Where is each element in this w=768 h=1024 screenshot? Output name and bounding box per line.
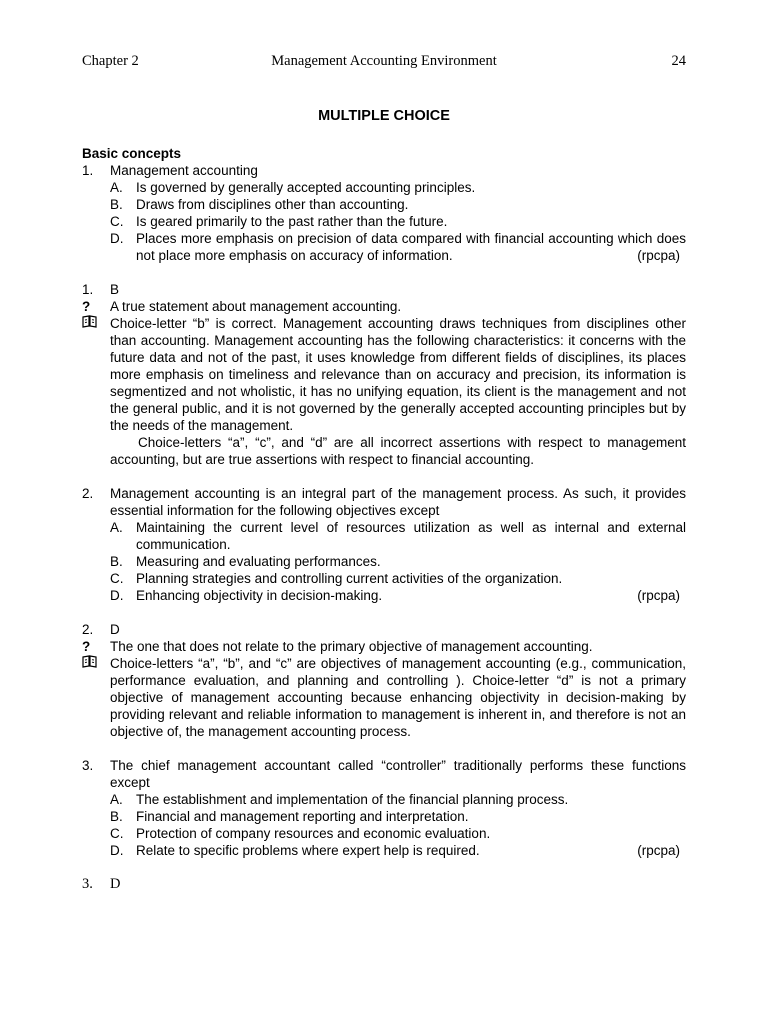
answer-3 xyxy=(82,876,686,893)
book-icon xyxy=(82,655,110,672)
section-heading: Basic concepts xyxy=(82,146,182,161)
answer-letter: B xyxy=(110,282,120,297)
option-text: Financial and management reporting and interpretation. xyxy=(136,809,469,824)
option-b xyxy=(110,553,686,570)
question-stem: Management accounting xyxy=(110,163,258,178)
answer-number: 3. xyxy=(82,876,93,892)
explanation-1 xyxy=(82,315,686,468)
question-number: 2. xyxy=(82,486,94,501)
option-letter: A. xyxy=(110,180,123,195)
option-text-body: Places more emphasis on precision of data compared with financial accounting which does not place more emphasis on accuracy of information. xyxy=(136,231,686,263)
explanation-2 xyxy=(82,655,686,740)
answer-letter: D xyxy=(110,876,121,892)
option-letter: C. xyxy=(110,214,124,229)
option-letter: D. xyxy=(110,231,124,246)
source-tag: (rpcpa) xyxy=(637,843,680,858)
option-text: Planning strategies and controlling current activities of the organization. xyxy=(136,571,563,586)
option-text: Maintaining the current level of resources utilization as well as internal and external communication. xyxy=(136,520,686,552)
explanation-text: Choice-letters “a”, “b”, and “c” are objectives of management accounting (e.g., communication, performance evaluation, and planning and controlling ). Choice-letter “d” is not a primary objective of management accounting because enhancing objectivity in decision-making by providing relevant and reliable information to management is inherent in, and therefore is not an objective of, the management accounting process. xyxy=(110,656,686,739)
option-text: Draws from disciplines other than accounting. xyxy=(136,197,409,212)
option-letter: D. xyxy=(110,843,124,858)
restated-question: The one that does not relate to the primary objective of management accounting. xyxy=(110,639,593,654)
option-text: Measuring and evaluating performances. xyxy=(136,554,381,569)
chapter-label: Chapter 2 xyxy=(82,53,139,69)
option-letter: D. xyxy=(110,588,124,603)
question-1-options xyxy=(110,179,686,264)
option-text xyxy=(136,842,686,859)
option-d xyxy=(110,842,686,859)
option-letter: B. xyxy=(110,809,123,824)
option-a xyxy=(110,519,686,553)
restated-question: A true statement about management accounting. xyxy=(110,299,402,314)
explanation-text xyxy=(110,315,686,468)
option-text-body: Relate to specific problems where expert help is required. xyxy=(136,843,480,858)
page-header xyxy=(82,53,686,73)
restated-question-2 xyxy=(82,638,686,655)
answer-letter: D xyxy=(110,622,120,637)
option-text-body: Enhancing objectivity in decision-making. xyxy=(136,588,383,603)
option-b xyxy=(110,808,686,825)
page-number: 24 xyxy=(671,53,686,69)
option-text: Is governed by generally accepted accounting principles. xyxy=(136,180,476,195)
option-text xyxy=(136,587,686,604)
restated-question-1 xyxy=(82,298,686,315)
question-mark-icon: ? xyxy=(82,299,91,314)
option-letter: C. xyxy=(110,826,124,841)
option-letter: C. xyxy=(110,571,124,586)
option-text: Is geared primarily to the past rather than the future. xyxy=(136,214,448,229)
page-title: MULTIPLE CHOICE xyxy=(318,108,450,124)
question-stem: Management accounting is an integral part of the management process. As such, it provides essential information for the following objectives except xyxy=(110,486,686,518)
question-2-options xyxy=(110,519,686,604)
option-d xyxy=(110,230,686,264)
question-number: 3. xyxy=(82,758,94,773)
option-d xyxy=(110,587,686,604)
answer-2 xyxy=(82,621,686,638)
option-letter: A. xyxy=(110,520,123,535)
question-mark-icon: ? xyxy=(82,639,91,654)
option-text: Protection of company resources and economic evaluation. xyxy=(136,826,491,841)
option-c xyxy=(110,570,686,587)
source-tag: (rpcpa) xyxy=(637,248,680,263)
option-letter: A. xyxy=(110,792,123,807)
option-letter: B. xyxy=(110,554,123,569)
page-content xyxy=(82,106,686,893)
option-a xyxy=(110,791,686,808)
book-icon xyxy=(82,315,110,332)
question-stem: The chief management accountant called “controller” traditionally performs these functions except xyxy=(110,758,686,790)
option-text: The establishment and implementation of the financial planning process. xyxy=(136,792,569,807)
explanation-paragraph-1: Choice-letter “b” is correct. Management accounting draws techniques from disciplines other than accounting. Management accounting has the following characteristics: it concerns with the future data and not of the past, it uses knowledge from different fields of disciplines, its places more emphasis on timeliness and relevance than on accuracy and precision, its information is segmentized and not wholistic, it has no unifying equation, its client is the management and not the general public, and it is not governed by the generally accepted accounting principles but by the needs of the management. xyxy=(110,316,686,433)
answer-number: 1. xyxy=(82,282,94,297)
header-title: Management Accounting Environment xyxy=(271,53,497,69)
option-text xyxy=(136,230,686,264)
option-a xyxy=(110,179,686,196)
question-1 xyxy=(82,162,686,179)
answer-1 xyxy=(82,281,686,298)
option-c xyxy=(110,825,686,842)
question-2 xyxy=(82,485,686,519)
option-b xyxy=(110,196,686,213)
question-3-options xyxy=(110,791,686,859)
option-c xyxy=(110,213,686,230)
question-3 xyxy=(82,757,686,791)
explanation-paragraph-2: Choice-letters “a”, “c”, and “d” are all incorrect assertions with respect to management accounting, but are true assertions with respect to financial accounting. xyxy=(110,435,686,467)
source-tag: (rpcpa) xyxy=(637,588,680,603)
option-letter: B. xyxy=(110,197,123,212)
question-number: 1. xyxy=(82,163,94,178)
answer-number: 2. xyxy=(82,622,94,637)
